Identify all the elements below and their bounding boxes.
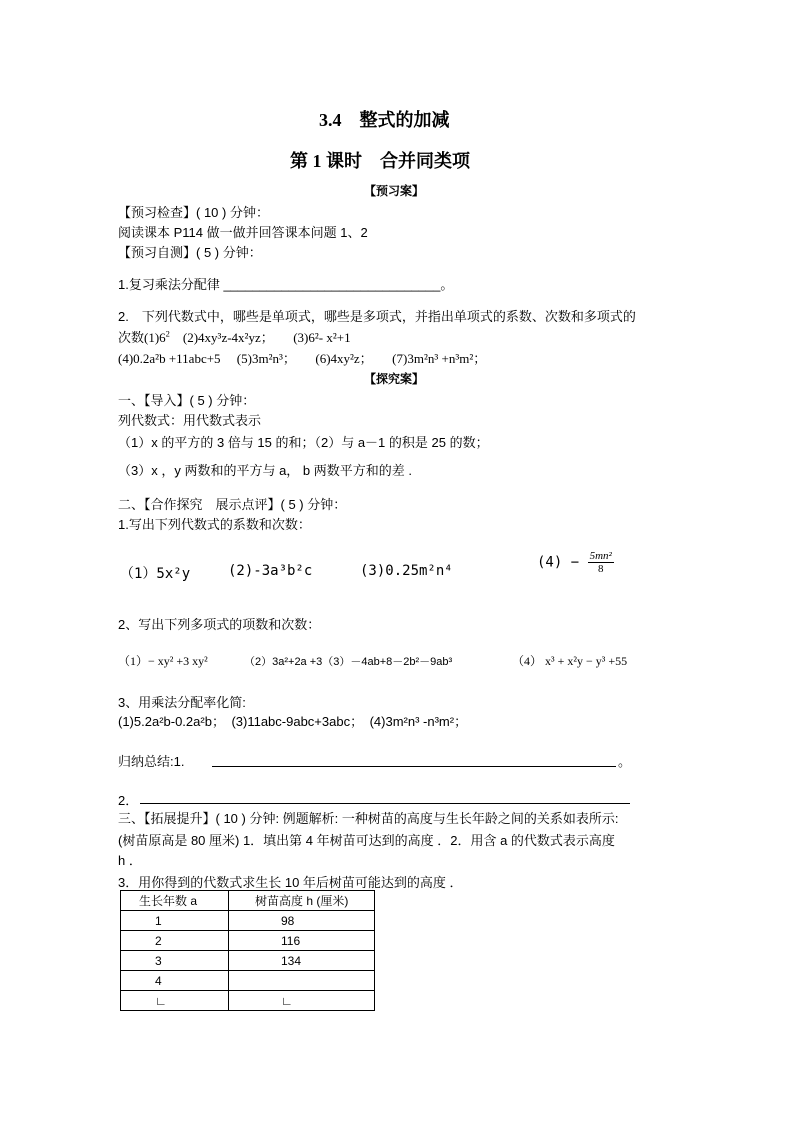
extension-line4: 3．用你得到的代数式求生长 10 年后树苗可能达到的高度 ． xyxy=(118,875,463,890)
monomial-4-denominator: 8 xyxy=(597,563,604,575)
table-cell: ∟ xyxy=(229,991,375,1011)
monomial-4 xyxy=(537,550,614,575)
table-cell: 1 xyxy=(121,911,229,931)
q2-line2-prefix: 次数(1)6 xyxy=(118,330,166,345)
preview-q1: 1.复习乘法分配律 ______________________________。 xyxy=(118,277,454,292)
page-subtitle: 第 1 课时 合并同类项 xyxy=(290,151,470,171)
growth-table xyxy=(120,890,375,1011)
preview-heading: 【预习案】 xyxy=(364,184,425,198)
simplify-items: (1)5.2a²b-0.2a²b； (3)11abc-9abc+3abc； (4)3m²n³ -n³m²； xyxy=(118,714,468,729)
table-cell: 134 xyxy=(229,951,375,971)
coop-q3: 3、用乘法分配率化简: xyxy=(118,695,246,710)
table-row xyxy=(121,951,375,971)
table-header-years: 生长年数 a xyxy=(121,891,229,911)
table-cell: 98 xyxy=(229,911,375,931)
preview-q2-line3: (4)0.2a²b +11abc+5 (5)3m²n³； (6)4xy²z； (7)3m²n³ +n³m²； xyxy=(118,351,487,366)
polynomial-1: （1）− xy² +3 xy² xyxy=(118,654,208,668)
polynomial-4: （4） x³ + x²y − y³ +55 xyxy=(512,654,628,668)
coop-q2: 2、写出下列多项式的项数和次数： xyxy=(118,617,321,632)
preview-selftest: 【预习自测】( 5 ) 分钟： xyxy=(118,245,262,260)
extension-line2: (树苗原高是 80 厘米) 1．填出第 4 年树苗可达到的高度 ．2．用含 a 的代数式表示高度 xyxy=(118,833,615,848)
intro-lie: 列代数式：用代数式表示 xyxy=(118,413,262,428)
monomial-1: （1）5x²y xyxy=(120,566,191,582)
intro-heading: 一、【导入】( 5 ) 分钟： xyxy=(118,393,256,408)
page-title: 3.4 整式的加减 xyxy=(319,110,450,130)
extension-line3: h ． xyxy=(118,853,142,868)
preview-read: 阅读课本 P114 做一做并回答课本问题 1、2 xyxy=(118,225,368,240)
monomial-2: (2)-3a³b²c xyxy=(228,563,313,579)
preview-q2-line1: 2. 下列代数式中，哪些是单项式，哪些是多项式，并指出单项式的系数、次数和多项式的 xyxy=(118,309,636,324)
table-cell: 2 xyxy=(121,931,229,951)
table-row xyxy=(121,991,375,1011)
summary-1-blank xyxy=(212,766,616,767)
summary-2-blank xyxy=(140,803,630,804)
table-header-height: 树苗高度 h (厘米) xyxy=(229,891,375,911)
table-cell: 116 xyxy=(229,931,375,951)
monomial-4-fraction xyxy=(588,550,614,575)
table-row xyxy=(121,971,375,991)
summary-2-label: 2． xyxy=(118,793,139,808)
table-header-row xyxy=(121,891,375,911)
intro-item3: （3）x ，y 两数和的平方与 a， b 两数平方和的差 . xyxy=(118,463,412,478)
polynomial-2-3: （2）3a²+2a +3（3）－4ab+8－2b²－9ab³ xyxy=(244,656,453,668)
monomial-3: (3)0.25m²n⁴ xyxy=(360,563,453,579)
table-row xyxy=(121,911,375,931)
monomial-4-prefix: (4) − xyxy=(537,554,580,571)
coop-q1: 1.写出下列代数式的系数和次数： xyxy=(118,517,311,532)
preview-q2-line2: 次数$(1)6^2$ (2)4xy³z-4x²yz； (3)6²- x²+1 xyxy=(118,328,351,345)
table-row xyxy=(121,931,375,951)
table-cell: ∟ xyxy=(121,991,229,1011)
summary-1-end: 。 xyxy=(618,754,632,769)
extension-line1: 三、【拓展提升】( 10 ) 分钟: 例题解析: 一种树苗的高度与生长年龄之间的关系如表所示: xyxy=(118,811,619,826)
summary-1-label: 归纳总结:1. xyxy=(118,754,185,769)
coop-heading: 二、【合作探究 展示点评】( 5 ) 分钟： xyxy=(118,497,347,512)
table-cell xyxy=(229,971,375,991)
table-cell: 3 xyxy=(121,951,229,971)
intro-item1: （1）x 的平方的 3 倍与 15 的和；（2）与 a－1 的积是 25 的数； xyxy=(118,435,489,450)
explore-heading: 【探究案】 xyxy=(364,372,425,386)
preview-check: 【预习检查】( 10 ) 分钟： xyxy=(118,205,269,220)
q2-line2-rest: (2)4xy³z-4x²yz； (3)6²- x²+1 xyxy=(169,330,351,345)
monomial-4-numerator: 5mn² xyxy=(589,550,612,562)
table-cell: 4 xyxy=(121,971,229,991)
